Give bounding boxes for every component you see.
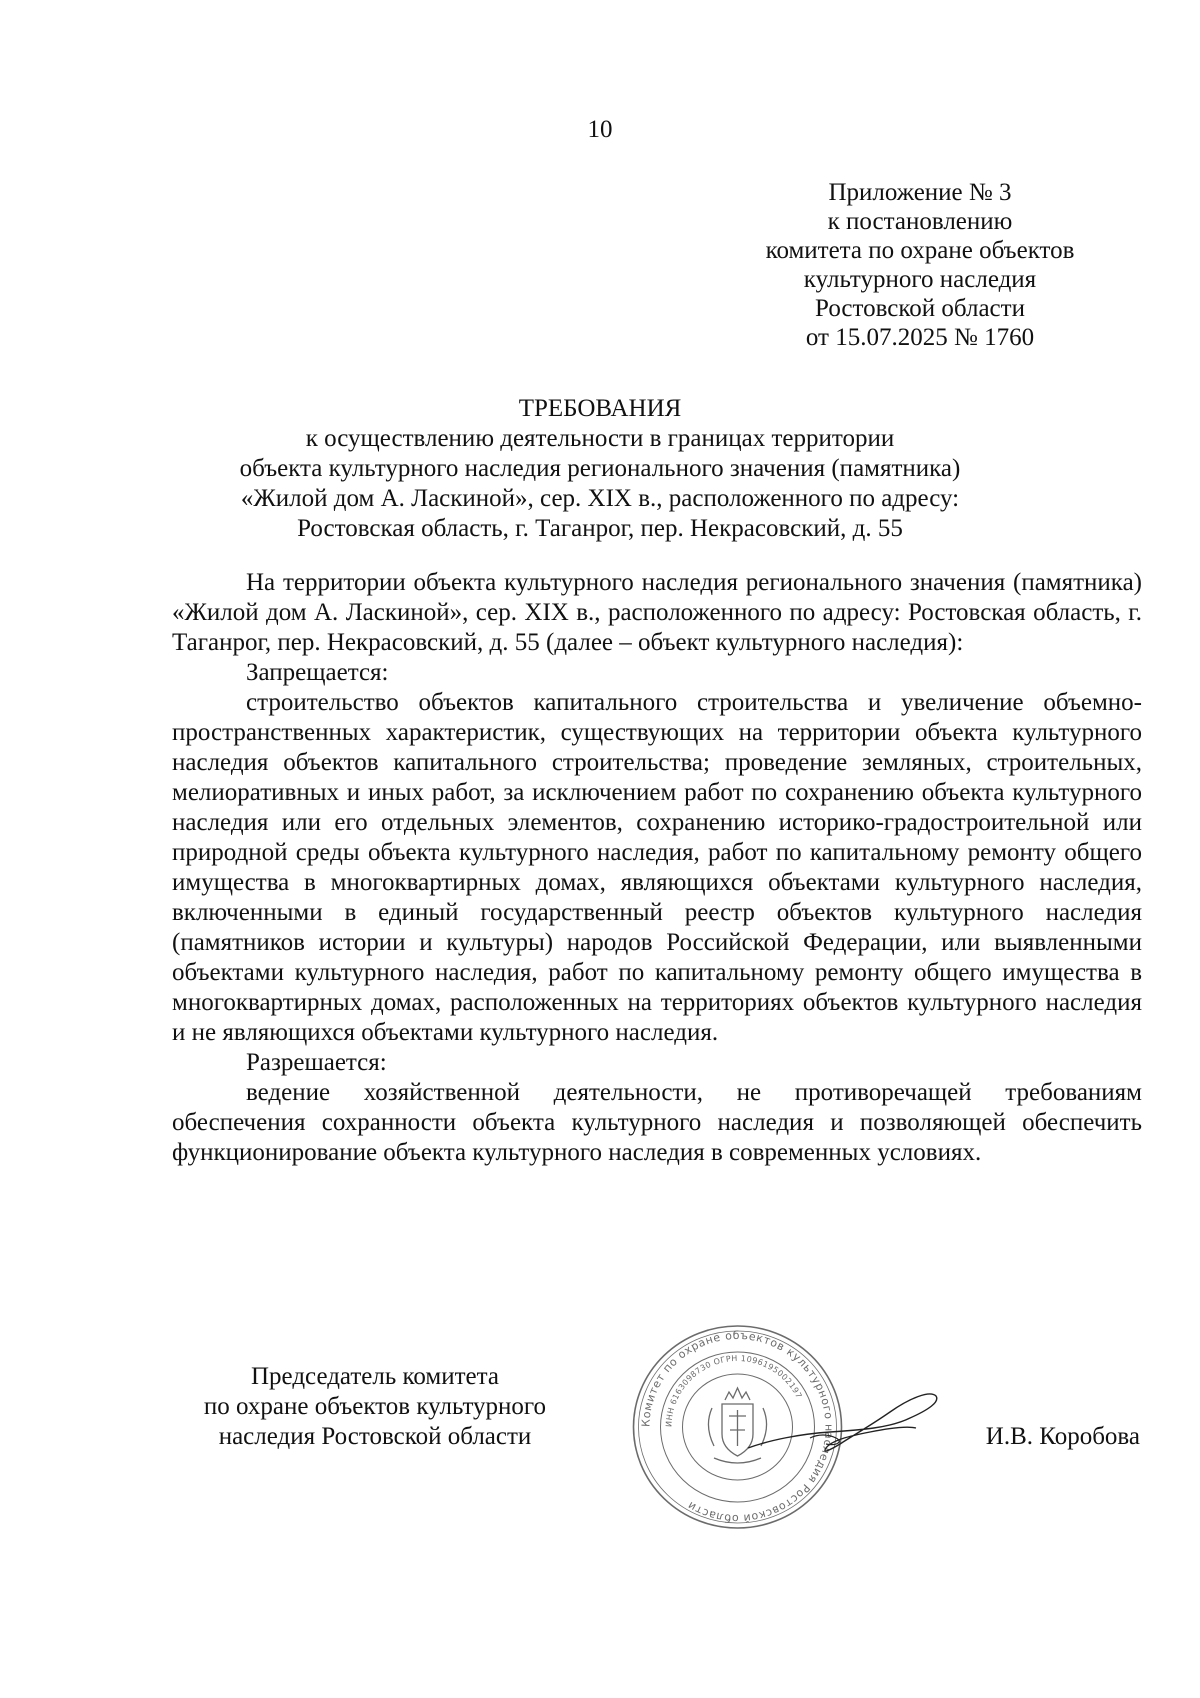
- appendix-line: культурного наследия: [803, 266, 1037, 293]
- signer-name: И.В. Коробова: [985, 1423, 1140, 1450]
- subtitle-line: объекта культурного наследия регионального значения (памятника): [239, 455, 961, 482]
- prohibited-paragraph: строительство объектов капитального строительства и увеличение объемно-пространственных характеристик, существующих на территории объекта культурного наследия объектов капитального строительства; проведение земляных, строительных, мелиоративных и иных работ, за исключением работ по сохранению объекта культурного наследия или его отдельных элементов, сохранению историко-градостроительной или природной среды объекта культурного наследия, работ по капитальному ремонту общего имущества в многоквартирных домах, являющихся объектами культурного наследия, включенными в единый государственный реестр объектов культурного наследия (памятников истории и культуры) народов Российской Федерации, или выявленными объектами культурного наследия, работ по капитальному ремонту общего имущества в многоквартирных домах, расположенных на территориях объектов культурного наследия и не являющихся объектами культурного наследия.: [172, 689, 1142, 1046]
- handwritten-signature: [740, 1388, 950, 1468]
- subtitle-line: Ростовская область, г. Таганрог, пер. Некрасовский, д. 55: [297, 515, 903, 542]
- document-title: ТРЕБОВАНИЯ: [518, 395, 682, 422]
- signatory-position: [170, 1362, 580, 1452]
- seal-outer-text: Комитет по охране объектов культурного наследия Ростовской области: [639, 1328, 836, 1526]
- position-line: по охране объектов культурного: [203, 1393, 547, 1420]
- appendix-line: от 15.07.2025 № 1760: [805, 324, 1035, 351]
- appendix-line: к постановлению: [827, 208, 1013, 235]
- subtitle-line: к осуществлению деятельности в границах территории: [305, 425, 895, 452]
- appendix-line: Ростовской области: [815, 295, 1025, 322]
- prohibited-heading: Запрещается:: [246, 659, 389, 686]
- appendix-line: комитета по охране объектов: [765, 237, 1075, 264]
- position-line: наследия Ростовской области: [218, 1423, 532, 1450]
- intro-paragraph: На территории объекта культурного наследия регионального значения (памятника) «Жилой дом А. Ласкиной», сер. XIX в., расположенного по адресу: Ростовская область, г. Таганрог, пер. Некрасовский, д. 55 (далее – объект культурного наследия):: [172, 569, 1142, 656]
- document-subtitle: [170, 424, 1030, 544]
- appendix-header: [720, 178, 1120, 352]
- seal-inner-text: ИНН 6163098730 ОГРН 1096195002197: [664, 1353, 804, 1428]
- allowed-paragraph: ведение хозяйственной деятельности, не противоречащей требованиям обеспечения сохранности объекта культурного наследия и позволяющей обеспечить функционирование объекта культурного наследия в современных условиях.: [172, 1079, 1142, 1166]
- document-body: [172, 568, 1142, 1168]
- subtitle-line: «Жилой дом А. Ласкиной», сер. XIX в., расположенного по адресу:: [240, 485, 960, 512]
- page-number: 10: [587, 116, 613, 143]
- position-line: Председатель комитета: [251, 1363, 499, 1390]
- appendix-line: Приложение № 3: [828, 179, 1012, 206]
- allowed-heading: Разрешается:: [246, 1049, 387, 1076]
